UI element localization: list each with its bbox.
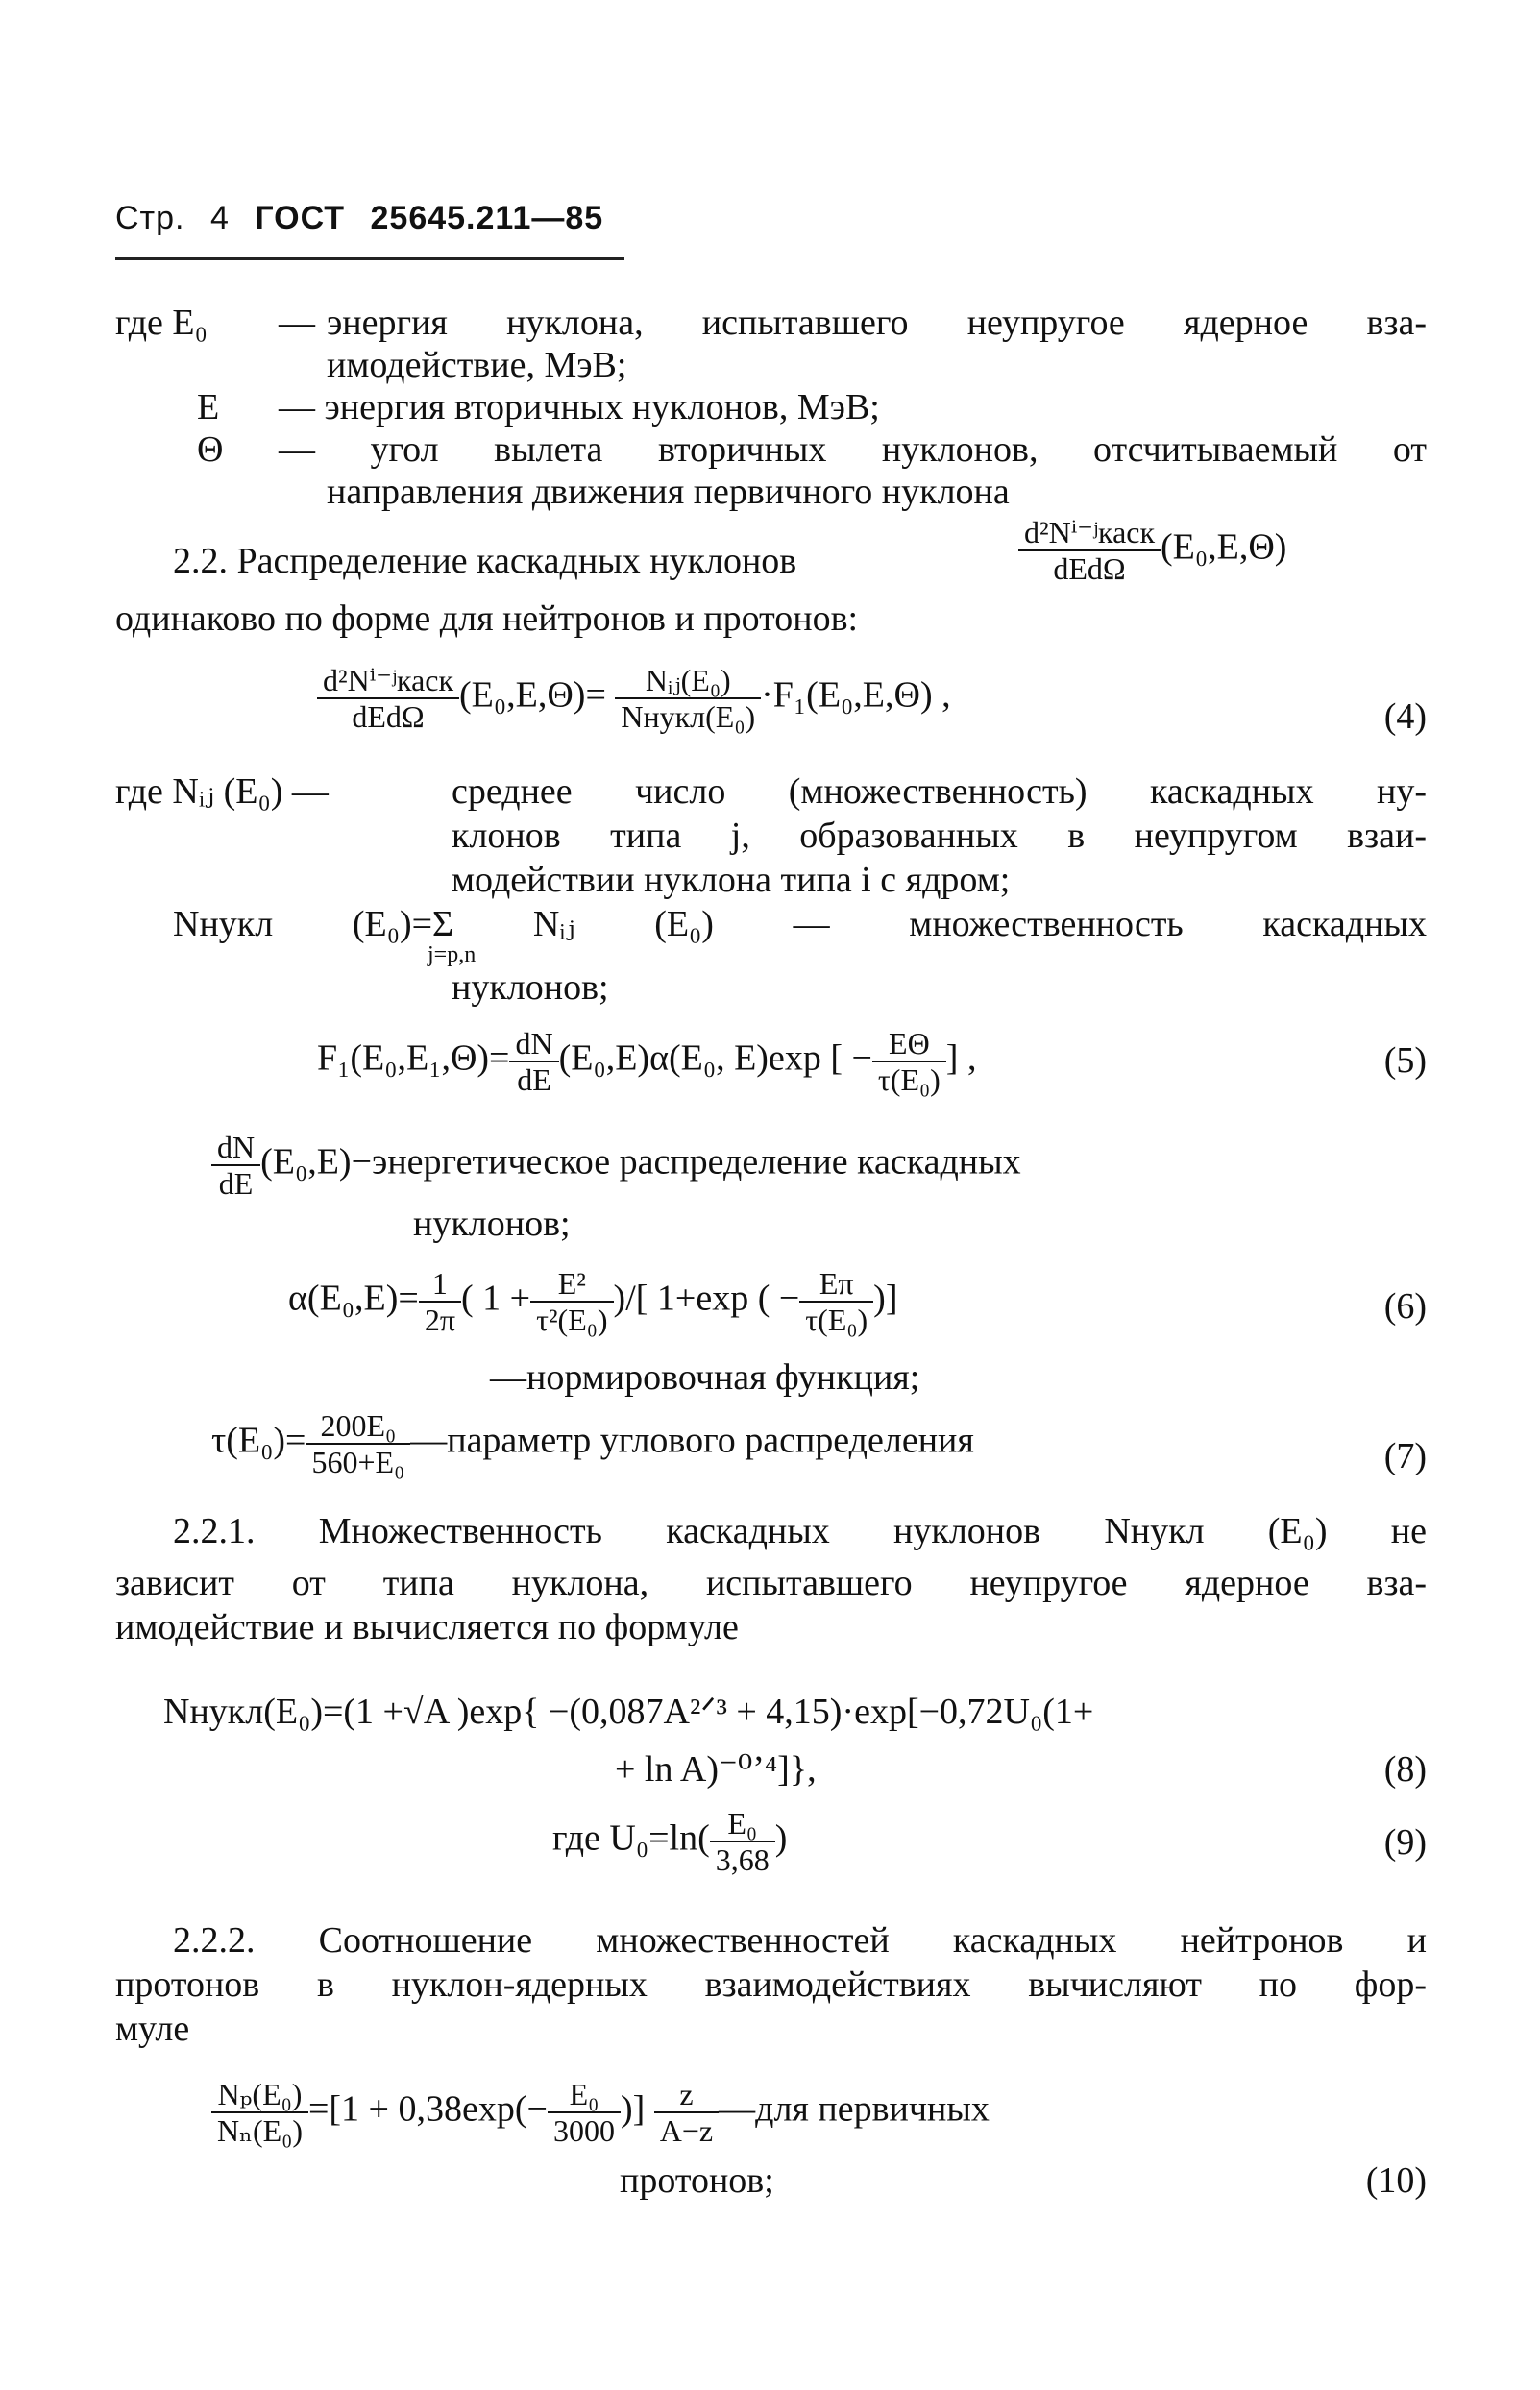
standard-name: ГОСТ <box>255 200 346 236</box>
equation-8-number: (8) <box>1383 1749 1427 1790</box>
equation-10-number: (10) <box>1365 2160 1427 2201</box>
def-theta-text-1: — угол вылета вторичных нуклонов, отсчитываемый от <box>279 429 1427 470</box>
equation-7: τ(E₀)= $\frac{\text{200E₀}}{\text{560+E₀}}$ —параметр углового распределения <box>211 1408 974 1479</box>
page-number: 4 <box>209 200 230 236</box>
equation-10: $\frac{\text{Nₚ(E₀)}}{\text{Nₙ(E₀)}}$ =[1 + 0,38exp(− $\frac{\text{E₀}}{3000}$ )] $\frac{z}{A-z}$ —для первичных <box>211 2077 990 2148</box>
def-e0-dash: — <box>279 303 315 343</box>
equation-9: где U₀=ln( $\frac{\text{E₀}}{3,68}$ ) <box>552 1806 788 1877</box>
dnde-definition: $\frac{dN}{dE}$ (E₀,E)−энергетическое распределение каскадных <box>211 1130 1021 1201</box>
equation-7-number: (7) <box>1383 1436 1427 1476</box>
def-nij-text-2: клонов типа j, образованных в неупругом взаи- <box>452 816 1427 856</box>
section-2-2-1-line-1: 2.2.1. Множественность каскадных нуклонов Nнукл (E₀) не <box>173 1511 1427 1551</box>
equation-5-number: (5) <box>1383 1040 1427 1081</box>
equation-4: $\frac{\text{d²Nⁱ⁻ʲкаск}}{\text{dEdΩ}}$ (E₀,E,Θ)= $\frac{\text{Nᵢⱼ(E₀)}}{\text{Nнукл(E₀)}}$ ·F₁(E₀,E,Θ) , <box>317 663 951 734</box>
section-2-2-2-line-3: муле <box>115 2009 190 2049</box>
section-2-2-line-2: одинаково по форме для нейтронов и протонов: <box>115 598 859 639</box>
def-e0-text-2: имодействие, МэВ; <box>327 345 627 385</box>
def-e0-symbol: где E₀ <box>115 303 208 343</box>
def-nij-symbol: где Nᵢⱼ (E₀) — <box>115 771 329 812</box>
standard-code: 25645.211—85 <box>370 200 604 236</box>
equation-6: α(E₀,E)= $\frac{1}{2\pi}$ ( 1 + $\frac{\text{E²}}{\text{τ²(E₀)}}$ )/[ 1+exp ( − $\frac{E\pi}{\text{τ(E₀)}}$ )] <box>288 1266 898 1337</box>
equation-8-line-1: Nнукл(E₀)=(1 +√A )exp{ −(0,087A²ᐟ³ + 4,15)·exp[−0,72U₀(1+ <box>163 1692 1094 1732</box>
def-theta-text-2: направления движения первичного нуклона <box>327 472 1010 512</box>
section-2-2-1-line-2: зависит от типа нуклона, испытавшего неупругое ядерное вза- <box>115 1563 1427 1603</box>
page-label: Стр. <box>115 200 185 236</box>
def-nnukl-tail: нуклонов; <box>452 967 609 1008</box>
def-nij-text-1: среднее число (множественность) каскадных ну- <box>452 771 1427 812</box>
header-rule <box>115 257 624 260</box>
section-2-2-line-1: 2.2. Распределение каскадных нуклонов <box>173 541 797 581</box>
dnde-definition-tail: нуклонов; <box>413 1204 571 1244</box>
def-e-text: — энергия вторичных нуклонов, МэВ; <box>279 387 880 427</box>
equation-9-number: (9) <box>1383 1822 1427 1863</box>
def-e0-text-1: энергия нуклона, испытавшего неупругое ядерное вза- <box>327 303 1427 343</box>
equation-10-tail: протонов; <box>620 2160 774 2201</box>
section-2-2-formula: $\frac{\text{d²Nⁱ⁻ʲкаск}}{\text{dEdΩ}}$ (E₀,E,Θ) <box>1018 515 1286 586</box>
section-2-2-2-line-1: 2.2.2. Соотношение множественностей каскадных нейтронов и <box>173 1920 1427 1961</box>
def-theta-symbol: Θ <box>197 429 224 470</box>
equation-6-number: (6) <box>1383 1286 1427 1327</box>
section-2-2-2-line-2: протонов в нуклон-ядерных взаимодействиях вычисляют по фор- <box>115 1964 1427 2005</box>
fraction: $\frac{\text{d²Nⁱ⁻ʲкаск}}{\text{dEdΩ}}$ <box>1018 515 1161 586</box>
def-e-symbol: E <box>197 387 220 427</box>
equation-8-line-2: + ln A)⁻⁰ʼ⁴]}, <box>615 1749 817 1790</box>
def-nnukl-sum-index: j=p,n <box>428 942 477 967</box>
def-nnukl-line: Nнукл (E₀)=Σ Nᵢⱼ (E₀) — множественность каскадных <box>173 904 1427 944</box>
page-header <box>115 200 619 237</box>
equation-4-number: (4) <box>1383 696 1427 737</box>
def-nij-text-3: модействии нуклона типа i с ядром; <box>452 860 1011 900</box>
equation-5: F₁(E₀,E₁,Θ)= $\frac{dN}{dE}$ (E₀,E)α(E₀, E)exp [ − $\frac{E\Theta}{\text{τ(E₀)}}$ ] , <box>317 1026 977 1097</box>
section-2-2-1-line-3: имодействие и вычисляется по формуле <box>115 1607 739 1647</box>
equation-6-caption: —нормировочная функция; <box>490 1357 920 1398</box>
